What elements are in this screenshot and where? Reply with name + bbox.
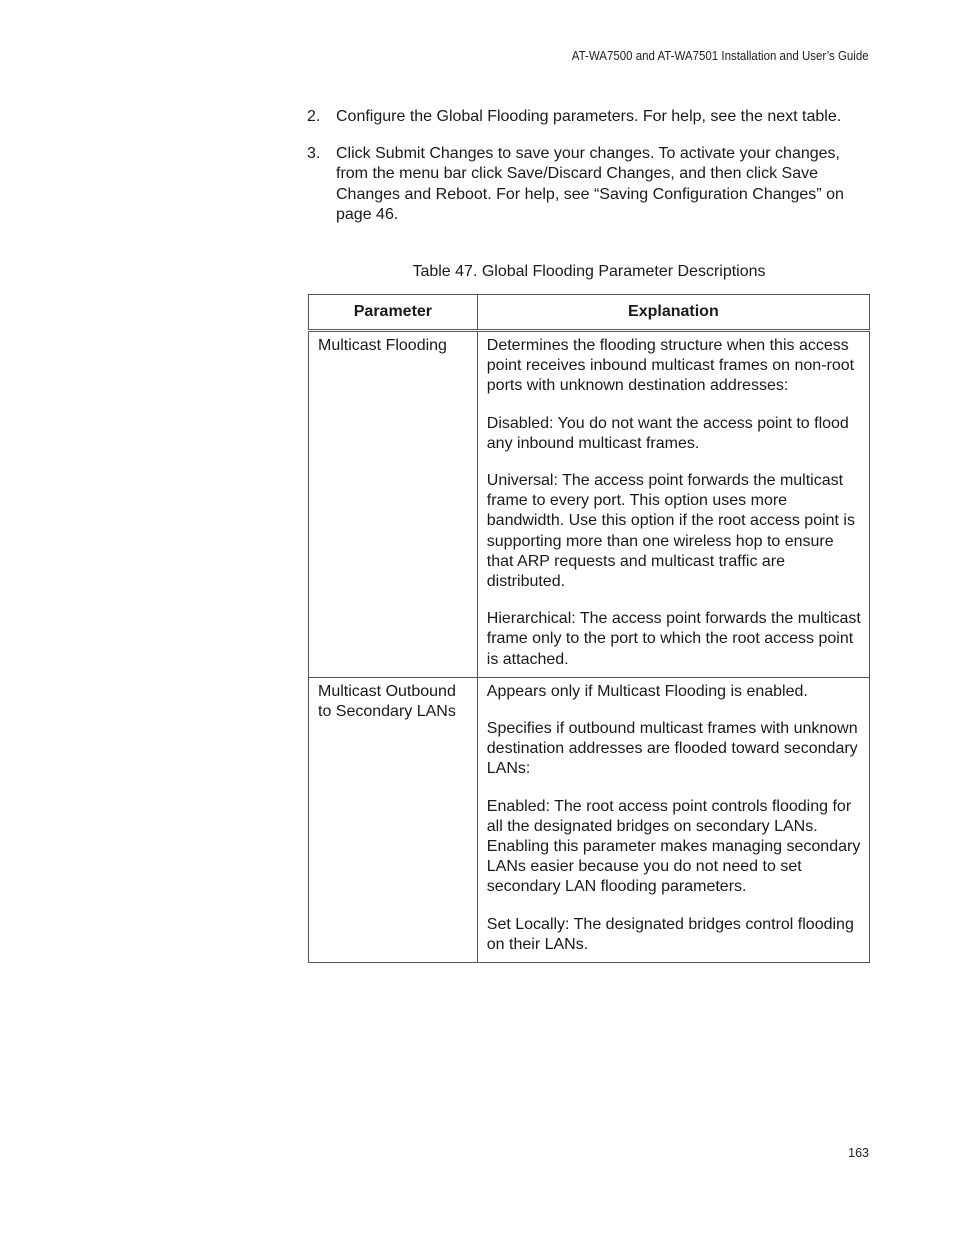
explanation-paragraph: Disabled: You do not want the access point to flood any inbound multicast frames. <box>486 414 849 452</box>
explanation-paragraph: Set Locally: The designated bridges control flooding on their LANs. <box>486 915 854 953</box>
explanation-cell <box>477 331 869 678</box>
table-row <box>309 331 870 678</box>
explanation-paragraph: Specifies if outbound multicast frames with unknown destination addresses are flooded toward secondary LANs: <box>486 720 858 778</box>
explanation-cell <box>477 677 869 962</box>
table-header-row <box>309 295 870 331</box>
parameter-table <box>308 294 870 963</box>
explanation-paragraph: Enabled: The root access point controls flooding for all the designated bridges on secondary LANs. Enabling this parameter makes managing secondary LANs easier because you do not need to set secondary LAN flooding parameters. <box>486 797 861 896</box>
explanation-paragraph: Hierarchical: The access point forwards the multicast frame only to the port to which the root access point is attached. <box>486 610 861 668</box>
step-3 <box>307 144 867 226</box>
table-row <box>309 677 870 962</box>
page-number: 163 <box>848 1146 869 1160</box>
parameter-cell: Multicast Outbound to Secondary LANs <box>309 677 478 962</box>
procedure-steps <box>307 107 867 242</box>
explanation-paragraph: Determines the flooding structure when this access point receives inbound multicast frames on non-root ports with unknown destination addresses: <box>486 337 855 395</box>
explanation-paragraph: Universal: The access point forwards the multicast frame to every port. This option uses more bandwidth. Use this option if the root access point is supporting more than one wireless hop to ensure that ARP requests and multicast traffic are distributed. <box>486 472 855 591</box>
step-2 <box>307 107 867 128</box>
step-number: 2. <box>307 108 321 125</box>
table-caption: Table 47. Global Flooding Parameter Descriptions <box>412 263 766 280</box>
column-header-parameter: Parameter <box>309 295 478 331</box>
explanation-paragraph: Appears only if Multicast Flooding is enabled. <box>486 682 808 700</box>
step-number: 3. <box>307 144 321 162</box>
running-header: AT-WA7500 and AT-WA7501 Installation and User’s Guide <box>572 49 869 63</box>
column-header-explanation: Explanation <box>477 295 869 331</box>
step-text: Configure the Global Flooding parameters. For help, see the next table. <box>336 108 842 125</box>
step-text: Click Submit Changes to save your changes. To activate your changes, from the menu bar click Save/Discard Changes, and then click Save Changes and Reboot. For help, see “Saving Configuration Changes” on page 46. <box>336 144 844 223</box>
parameter-cell: Multicast Flooding <box>309 331 478 678</box>
